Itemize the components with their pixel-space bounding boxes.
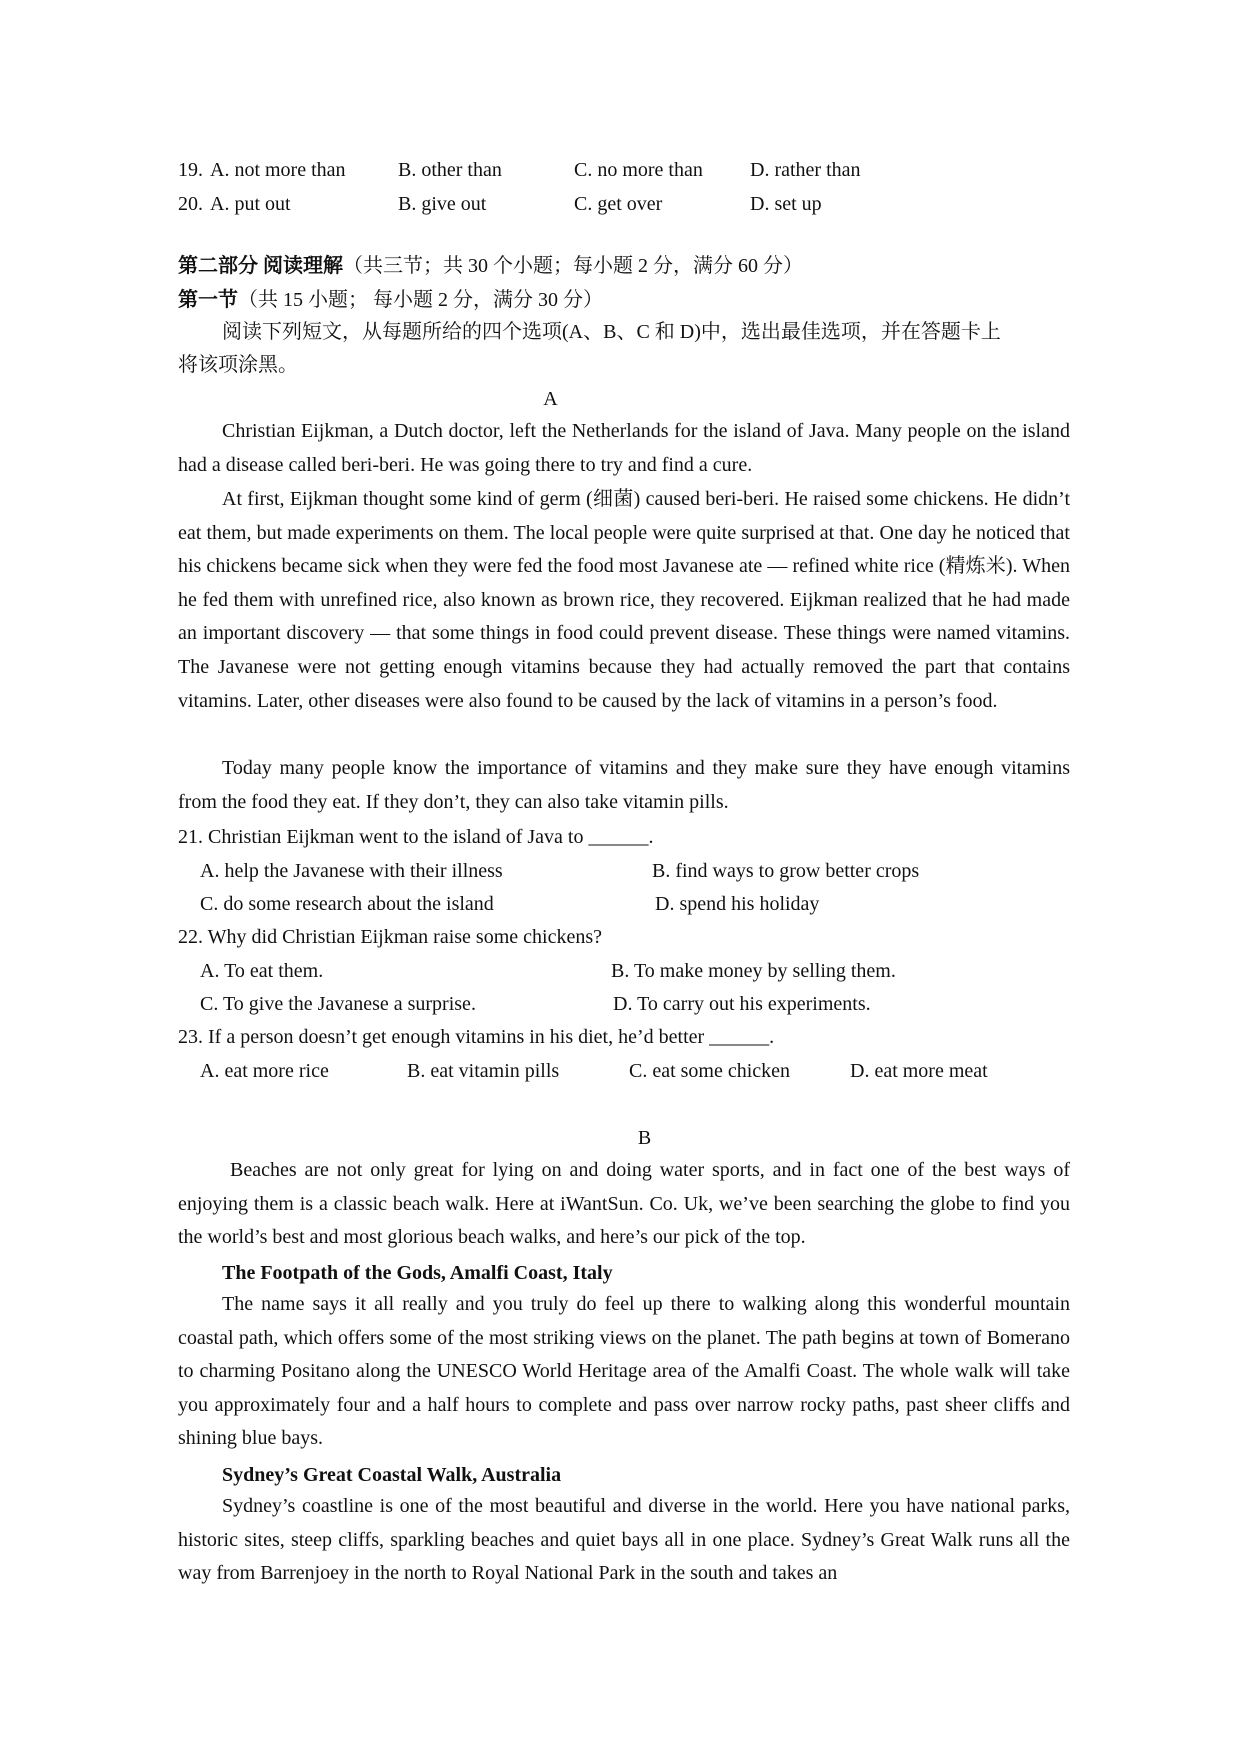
passage-b-paragraph-1: The name says it all really and you truly do feel up there to walking along this wonderful mountain coastal path, which offers some of the most striking views on the planet. The path begins at town of Bomerano to charming Positano along the UNESCO World Heritage area of the Amalfi Coast. The whole walk will take you approximately four and a half hours to complete and pass over narrow rocky paths, past sheer cliffs and shining blue bays. [178,1293,1070,1450]
passage-b-label: B [637,1127,652,1149]
passage-a-paragraph-3: Today many people know the importance of vitamins and they make sure they have enough vitamins from the food they eat. If they don’t, they can also take vitamin pills. [178,757,1070,813]
section1-note: （共 15 小题； 每小题 2 分，满分 30 分） [238,289,603,311]
option-c: C. no more than [574,159,703,181]
section1-title: 第一节 [178,289,238,311]
question-21-option-a: A. help the Javanese with their illness [200,860,503,882]
passage-b-intro: Beaches are not only great for lying on and doing water sports, and in fact one of the best ways of enjoying them is a classic beach walk. Here at iWantSun. Co. Uk, we’ve been searching the globe to find you the world’s best and most glorious beach walks, and here’s our pick of the top. [178,1159,1070,1249]
passage-b-heading-1: The Footpath of the Gods, Amalfi Coast, Italy [222,1262,613,1284]
question-23-option-a: A. eat more rice [200,1060,329,1082]
section1-heading [178,290,603,310]
question-23-stem: 23. If a person doesn’t get enough vitamins in his diet, he’d better ______. [178,1026,775,1048]
passage-a-paragraph-1: Christian Eijkman, a Dutch doctor, left the Netherlands for the island of Java. Many people on the island had a disease called beri-beri. He was going there to try and find a cure. [178,420,1070,476]
question-23-option-b: B. eat vitamin pills [407,1060,560,1082]
option-d: D. rather than [750,159,861,181]
part2-title-note: （共三节；共 30 个小题；每小题 2 分，满分 60 分） [343,255,803,277]
passage-a-paragraph-2: At first, Eijkman thought some kind of germ (细菌) caused beri-beri. He raised some chickens. He didn’t eat them, but made experiments on them. The local people were quite surprised at that. One day he noticed that his chickens became sick when they were fed the food most Javanese ate — refined white rice (精炼米). When he fed them with unrefined rice, also known as brown rice, they recovered. Eijkman realized that he had made an important discovery — that some things in food could prevent disease. These things were named vitamins. The Javanese were not getting enough vitamins because they had actually removed the part that contains vitamins. Later, other diseases were also found to be caused by the lack of vitamins in a person’s food. [178,488,1070,712]
option-b: B. give out [398,193,487,215]
instruction-line-1: 阅读下列短文，从每题所给的四个选项(A、B、C 和 D)中，选出最佳选项，并在答题卡上 [222,321,1001,343]
option-a: A. not more than [210,159,346,181]
question-23-option-d: D. eat more meat [850,1060,988,1082]
instruction-line-2: 将该项涂黑。 [178,354,298,376]
question-21-option-d: D. spend his holiday [655,893,820,915]
question-number: 19. [178,159,203,181]
passage-a-label: A [543,388,558,410]
question-number: 20. [178,193,203,215]
question-22-stem: 22. Why did Christian Eijkman raise some chickens? [178,926,602,948]
question-23-option-c: C. eat some chicken [629,1060,791,1082]
part2-title: 第二部分 阅读理解 [178,255,343,277]
part2-heading [178,256,803,276]
option-c: C. get over [574,193,663,215]
question-22-option-c: C. To give the Javanese a surprise. [200,993,476,1015]
question-22-option-d: D. To carry out his experiments. [613,993,871,1015]
option-d: D. set up [750,193,822,215]
question-22-option-b: B. To make money by selling them. [611,960,896,982]
question-21-option-c: C. do some research about the island [200,893,494,915]
question-22-option-a: A. To eat them. [200,960,324,982]
question-21-stem: 21. Christian Eijkman went to the island of Java to ______. [178,826,654,848]
passage-b-paragraph-2: Sydney’s coastline is one of the most beautiful and diverse in the world. Here you have national parks, historic sites, steep cliffs, sparkling beaches and quiet bays all in one place. Sydney’s Great Walk runs all the way from Barrenjoey in the north to Royal National Park in the south and takes an [178,1495,1070,1585]
passage-b-heading-2: Sydney’s Great Coastal Walk, Australia [222,1464,562,1486]
question-21-option-b: B. find ways to grow better crops [652,860,920,882]
option-b: B. other than [398,159,502,181]
option-a: A. put out [210,193,291,215]
